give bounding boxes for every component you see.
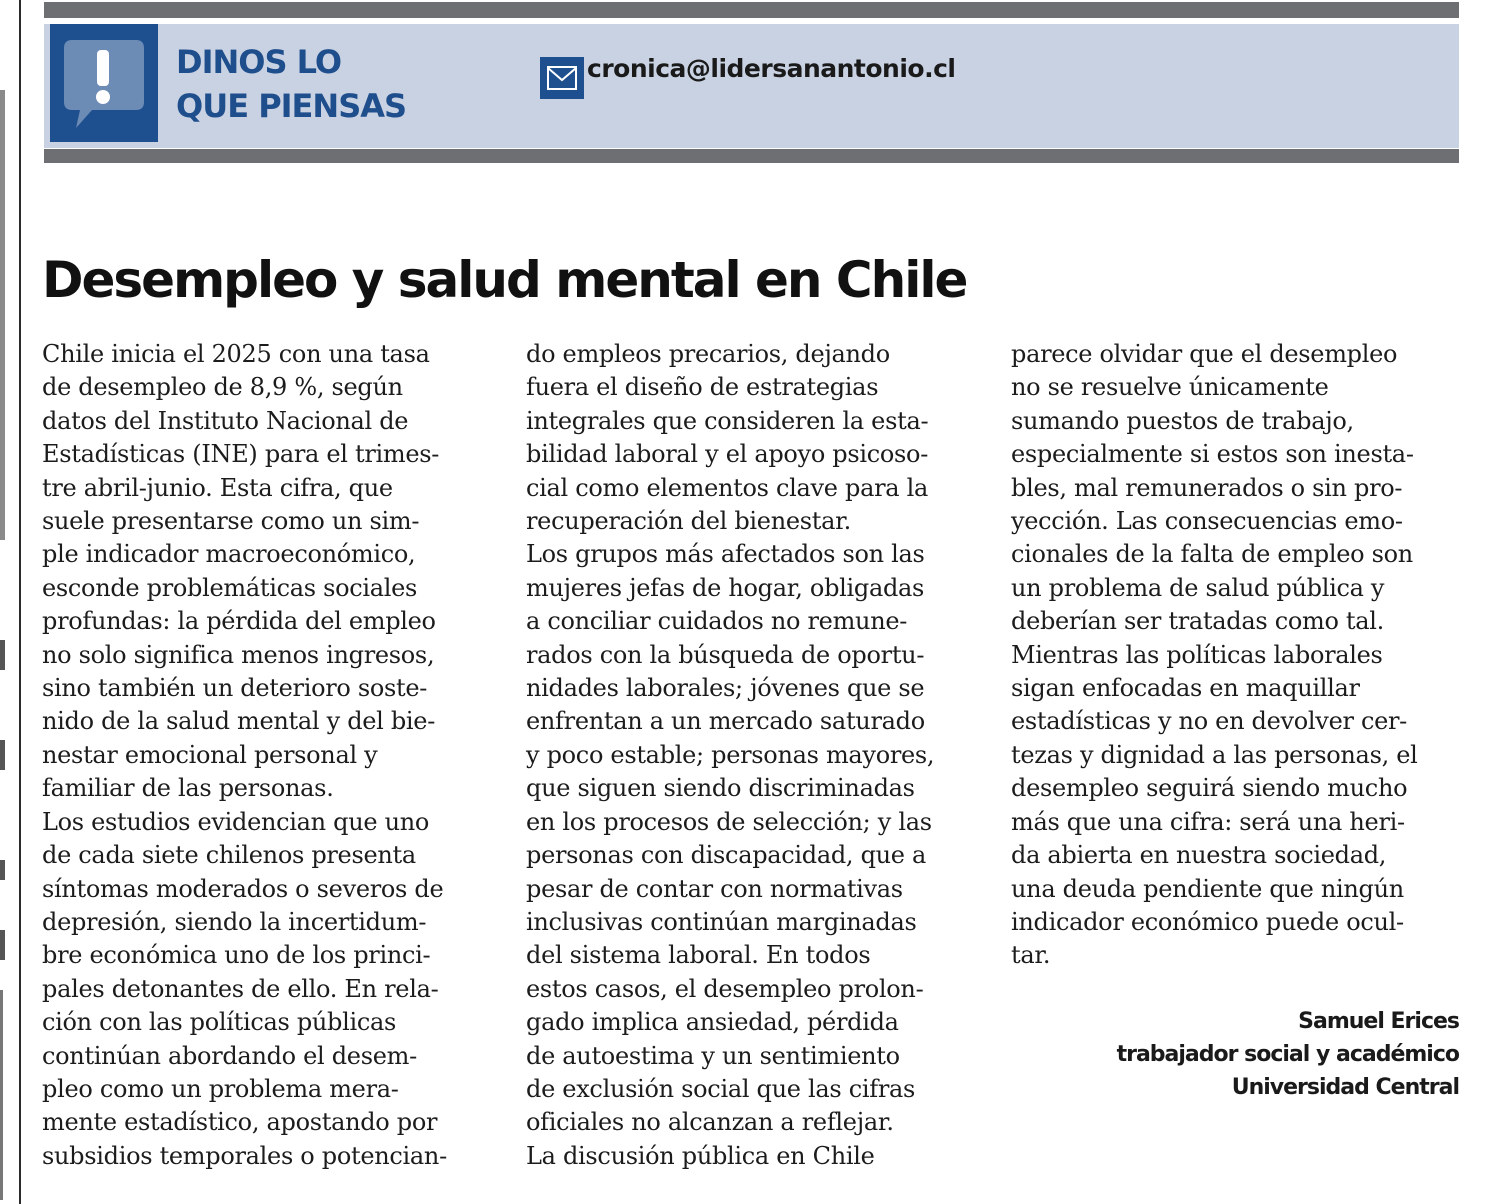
article-column-1: Chile inicia el 2025 con una tasa de desempleo de 8,9 %, según datos del Instituto Nacional de Estadísticas (INE) para el trimes- tre abril-junio. Esta cifra, que suele presentarse como un sim- ple indicador macroeconómico, esconde problemáticas sociales profundas: la pérdida del empleo no solo significa menos ingresos, sino también un deterioro soste- nido de la salud mental y del bie- nestar emocional personal y familiar de las personas. Los estudios evidencian que uno de cada siete chilenos presenta síntomas moderados o severos de depresión, siendo la incertidum- bre económica uno de los princi- pales detonantes de ello. En rela- ción con las políticas públicas continúan abordando el desem- pleo como un problema mera- mente estadístico, apostando por subsidios temporales o potencian- — [42, 340, 447, 1170]
feedback-banner — [44, 2, 1459, 163]
banner-title-line-1: DINOS LO — [176, 43, 342, 81]
author-signature — [1117, 1005, 1459, 1104]
article-headline: Desempleo y salud mental en Chile — [42, 251, 967, 309]
author-name: Samuel Erices — [1298, 1009, 1459, 1034]
contact-email-link[interactable]: cronica@lidersanantonio.cl — [587, 54, 956, 83]
page-edge-marks — [0, 0, 8, 1204]
author-role: trabajador social y académico — [1116, 1042, 1459, 1067]
banner-top-bar — [44, 2, 1459, 18]
page-left-rule — [19, 0, 21, 1204]
banner-bottom-bar — [44, 149, 1459, 163]
speech-bubble-exclamation-icon — [50, 24, 158, 142]
article-column-2: do empleos precarios, dejando fuera el diseño de estrategias integrales que consideren la esta- bilidad laboral y el apoyo psicoso- cial como elementos clave para la recuperación del bienestar. Los grupos más afectados son las mujeres jefas de hogar, obligadas a conciliar cuidados no remune- rados con la búsqueda de oportu- nidades laborales; jóvenes que se enfrentan a un mercado saturado y poco estable; personas mayores, que siguen siendo discriminadas en los procesos de selección; y las personas con discapacidad, que a pesar de contar con normativas inclusivas continúan marginadas del sistema laboral. En todos estos casos, el desempleo prolon- gado implica ansiedad, pérdida de autoestima y un sentimiento de exclusión social que las cifras oficiales no alcanzan a reflejar. La discusión pública en Chile — [526, 340, 935, 1170]
article-column-3: parece olvidar que el desempleo no se resuelve únicamente sumando puestos de trabajo, especialmente si estos son inesta- bles, mal remunerados o sin pro- yección. Las consecuencias emo- cionales de la falta de empleo son un problema de salud pública y deberían ser tratadas como tal. Mientras las políticas laborales sigan enfocadas en maquillar estadísticas y no en devolver cer- tezas y dignidad a las personas, el desempleo seguirá siendo mucho más que una cifra: será una heri- da abierta en nuestra sociedad, una deuda pendiente que ningún indicador económico puede ocul- tar. — [1011, 340, 1418, 970]
banner-title — [176, 40, 456, 128]
banner-title-line-2: QUE PIENSAS — [176, 87, 407, 125]
author-institution: Universidad Central — [1231, 1075, 1459, 1100]
envelope-icon — [540, 57, 584, 99]
